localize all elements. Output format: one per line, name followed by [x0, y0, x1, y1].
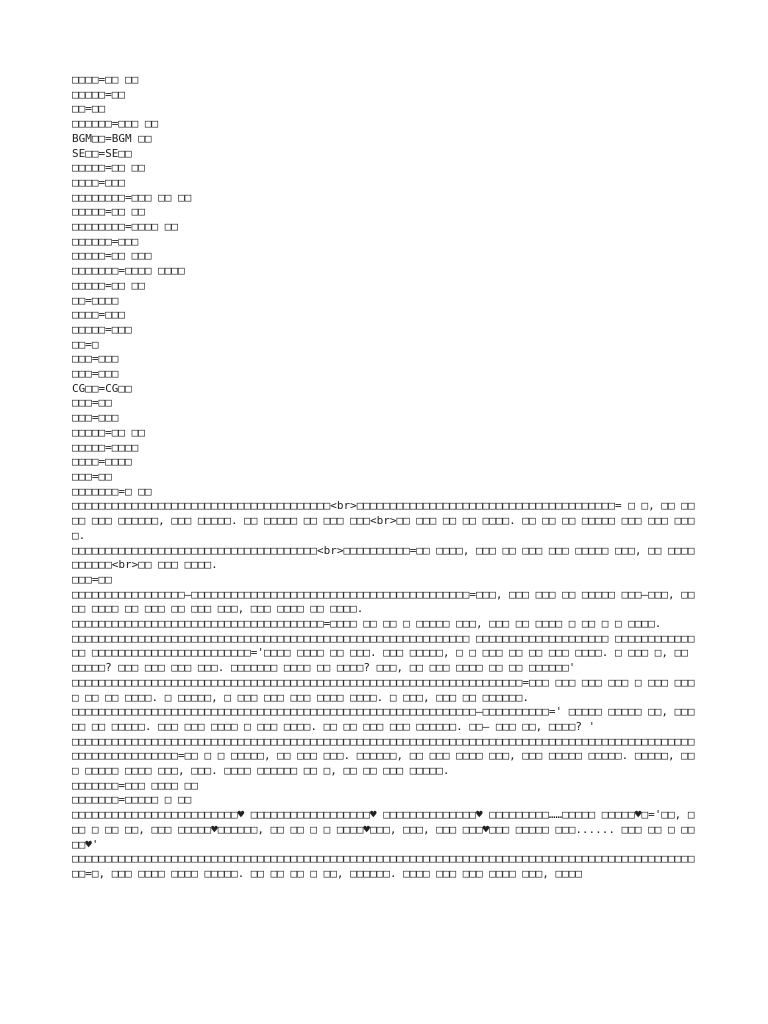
text-line: □□□□=□□□ [72, 308, 125, 322]
text-line: □□□□□=□□ [72, 87, 125, 101]
text-line: □□=□ [72, 337, 99, 351]
text-line: □□□□□=□□□□ [72, 440, 139, 454]
text-line: CG□□=CG□□ [72, 381, 132, 395]
text-line: □□□□=□□ □□ [72, 73, 139, 86]
text-line: □□□□□□=□□□ □□ [72, 117, 159, 131]
text-line: □□□□□□□□□□□□□□□□□□□□□□□□□□□□□□□□□□□□□<br>□□□□□□□□□□=□□ □□□□, □□□ □□ □□□ □□□ □□□□□ □□□, □□ □□□□ □□□□□□<br>□□ □□□ □□□□. [72, 543, 702, 572]
text-line: □□□□□□=□□□ [72, 234, 139, 248]
text-line: □□□=□□□ [72, 367, 119, 381]
text-line: □□□=□□ [72, 396, 112, 410]
text-line: □□□□□=□□ □□ [72, 161, 145, 175]
document-body [72, 73, 702, 882]
text-line: □□□□□□□=□□□□ □□□□ [72, 264, 185, 278]
text-line: □□□□□□□□□□□□□□□□□□□□□□□□□□□□□□□□□□□□□□□□□□□□□□□□□□□□□□□□□□□□□□□□□□□□□□□□□□□□□□□□□□□□□□□□□□□□□□□□=□, □□□ □□□□ □□□□ □□□□□. □□ □□ □□ □ □□, □□□□□□. □□□□ □□□ □□□ □□□□ □□□, □□□□ [72, 852, 695, 880]
text-line: □□□□□□□□□□□□□□□□□□□□□□□□□♥ □□□□□□□□□□□□□□□□□□♥ □□□□□□□□□□□□□□♥ □□□□□□□□□……□□□□□ □□□□□♥□='□□, □□□ □ □□ □□, □□□ □□□□□♥□□□□□□, □□ □□ □ □ □□□□♥□□□, □□□, □□□ □□□♥□□□ □□□□□ □□□...... □□□ □□ □ □□□□♥' [72, 808, 695, 851]
text-line: □□□□□□□□□□□□□□□□□—□□□□□□□□□□□□□□□□□□□□□□□□□□□□□□□□□□□□□□□□□□=□□□, □□□ □□□ □□ □□□□□ □□□—□□□, □□□□ □□□□ □□ □□□ □□ □□□ □□□, □□□ □□□□ □□ □□□□. [72, 587, 695, 616]
text-line: □□□=□□□ [72, 352, 119, 366]
text-line: □□□□□=□□ □□ [72, 205, 145, 219]
text-line: □□□□□□□□□□□□□□□□□□□□□□□□□□□□□□□□□□□□□□□□□□□□□□□□□□□□□□□□□□□□ □□□□□□□□□□□□□□□□□□□□ □□□□□□□□□□□□□□ □□□□□□□□□□□□□□□□□□□□□□□□='□□□□ □□□□ □□ □□□. □□□ □□□□□, □ □ □□□ □□ □□ □□□ □□□□. □ □□□ □, □□ □□□□□? □□□ □□□ □□□ □□□. □□□□□□□ □□□□ □□ □□□□? □□□, □□ □□□ □□□□ □□ □□ □□□□□□' [72, 631, 695, 675]
text-line: □□□=□□ [72, 469, 112, 483]
text-line: □□□□□□□□=□□□□ □□ [72, 220, 178, 234]
text-line: □□□□□□□□□□□□□□□□□□□□□□□□□□□□□□□□□□□□□□=□□□□ □□ □□ □ □□□□□ □□□, □□□ □□ □□□□ □ □□ □ □ □□□□. [72, 617, 662, 631]
text-line: □□□□=□□□ [72, 175, 125, 189]
text-line: BGM□□=BGM □□ [72, 131, 152, 145]
text-line: □□=□□□□ [72, 293, 119, 307]
text-line: □□□□□□□=□ □□ [72, 484, 152, 498]
text-line: □□=□□ [72, 102, 106, 116]
text-line: □□□□□=□□ □□ [72, 278, 145, 292]
text-line: SE□□=SE□□ [72, 146, 132, 160]
text-line: □□□□□□□□□□□□□□□□□□□□□□□□□□□□□□□□□□□□□□□□□□□□□□□□□□□□□□□□□□□□□□□□□□□□=□□□ □□□ □□□ □□□ □ □□□ □□□ □ □□ □□ □□□□. □ □□□□□, □ □□□ □□□ □□□ □□□□ □□□□. □ □□□, □□□ □□ □□□□□□. [72, 675, 702, 704]
text-line: □□□□□=□□ □□ [72, 425, 145, 439]
text-line: □□□=□□□ [72, 411, 119, 425]
text-line: □□□□=□□□□ [72, 455, 132, 469]
text-line: □□□□□=□□□ [72, 322, 132, 336]
text-line: □□□□□□□□□□□□□□□□□□□□□□□□□□□□□□□□□□□□□□□<br>□□□□□□□□□□□□□□□□□□□□□□□□□□□□□□□□□□□□□□□= □ □, □□ □□□□ □□□ □□□□□□, □□□ □□□□□. □□ □□□□□ □□ □□□ □□□<br>□□ □□□ □□ □□ □□□□. □□ □□ □□ □□□□□ □□□ □□□ □□□□. [72, 499, 695, 542]
text-line: □□□□□□□□=□□□ □□ □□ [72, 190, 192, 204]
text-line: □□□□□□□□□□□□□□□□□□□□□□□□□□□□□□□□□□□□□□□□□□□□□□□□□□□□□□□□□□□□□—□□□□□□□□□□=' □□□□□ □□□□□ □□, □□□□□ □□ □□□□□. □□□ □□□ □□□□ □ □□□ □□□□. □□ □□ □□□ □□□ □□□□□□. □□— □□□ □□, □□□□? ' [72, 705, 695, 733]
text-line: □□□□□□□=□□□ □□□□ □□ [72, 778, 198, 792]
text-line: □□□□□=□□ □□□ [72, 249, 152, 263]
text-line: □□□□□□□=□□□□□ □ □□ [72, 793, 192, 807]
text-line: □□□=□□ [72, 572, 112, 586]
text-line: □□□□□□□□□□□□□□□□□□□□□□□□□□□□□□□□□□□□□□□□□□□□□□□□□□□□□□□□□□□□□□□□□□□□□□□□□□□□□□□□□□□□□□□□□□□□□□□□□□□□□□□□□□□□□□=□□ □ □ □□□□□, □□ □□□ □□□. □□□□□□, □□ □□□ □□□□ □□□, □□□ □□□□□ □□□□□. □□□□□, □□□ □□□□□ □□□□ □□□, □□□. □□□□ □□□□□□ □□ □, □□ □□ □□□ □□□□□. [72, 734, 695, 778]
